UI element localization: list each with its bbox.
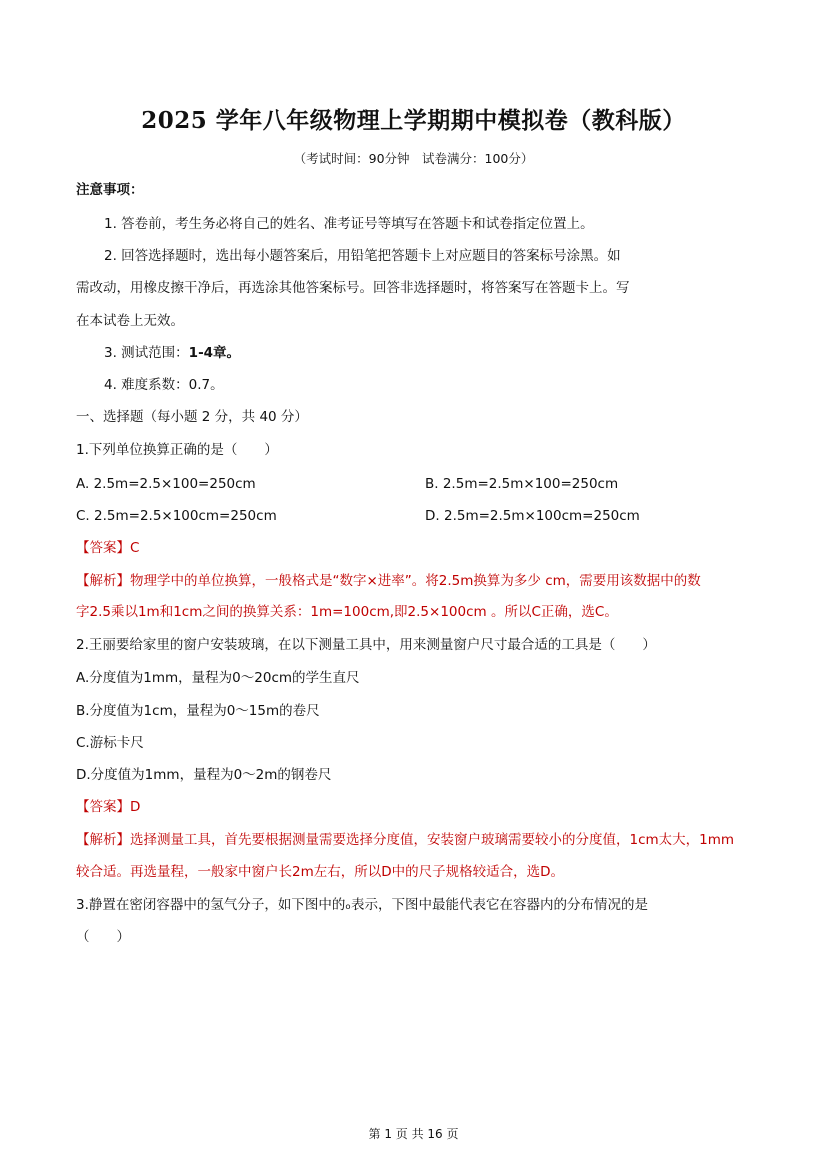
section-heading: 一、选择题（每小题 2 分，共 40 分） xyxy=(76,409,308,425)
question-2-stem: 2.王丽要给家里的窗户安装玻璃，在以下测量工具中，用来测量窗户尺寸最合适的工具是（ ） xyxy=(76,637,656,653)
question-2-option-b: B.分度值为1cm，量程为0～15m的卷尺 xyxy=(76,703,320,719)
question-2-analysis: 【解析】选择测量工具，首先要根据测量需要选择分度值，安装窗户玻璃需要较小的分度值，1cm太大，1mm xyxy=(76,832,735,848)
notice-item-3 xyxy=(104,343,240,363)
question-1-option-c: C. 2.5m=2.5×100cm=250cm xyxy=(76,508,277,524)
question-2-option-a: A.分度值为1mm，量程为0～20cm的学生直尺 xyxy=(76,670,360,686)
page-title: 2025 学年八年级物理上学期期中模拟卷（教科版） xyxy=(141,107,686,134)
question-1-option-d: D. 2.5m=2.5m×100cm=250cm xyxy=(425,508,640,524)
question-1-option-b: B. 2.5m=2.5m×100=250cm xyxy=(425,476,619,492)
notice-item-3-value: 1-4章。 xyxy=(188,345,241,361)
question-1-option-a: A. 2.5m=2.5×100=250cm xyxy=(76,476,256,492)
question-1-answer: 【答案】C xyxy=(76,540,140,556)
notice-item-1: 1. 答卷前，考生务必将自己的姓名、准考证号等填写在答题卡和试卷指定位置上。 xyxy=(104,216,594,232)
question-2-option-c: C.游标卡尺 xyxy=(76,735,144,751)
page-number: 第 1 页 共 16 页 xyxy=(368,1127,459,1141)
question-1-analysis: 【解析】物理学中的单位换算，一般格式是“数字×进率”。将2.5m换算为多少 cm，需要用该数据中的数 xyxy=(76,573,701,589)
question-2-option-d: D.分度值为1mm，量程为0～2m的钢卷尺 xyxy=(76,767,332,783)
notice-item-3-label: 3. 测试范围： xyxy=(104,345,189,361)
notice-heading: 注意事项： xyxy=(76,182,144,198)
question-1-analysis-cont: 字2.5乘以1m和1cm之间的换算关系：1m=100cm,即2.5×100cm 。所以C正确，选C。 xyxy=(76,604,618,620)
notice-item-2-cont: 需改动，用橡皮擦干净后，再选涂其他答案标号。回答非选择题时，将答案写在答题卡上。写 xyxy=(76,280,630,296)
notice-item-4: 4. 难度系数：0.7。 xyxy=(104,377,224,393)
exam-info: （考试时间：90分钟 试卷满分：100分） xyxy=(293,151,534,166)
question-3-stem-cont: （ ） xyxy=(76,929,130,945)
notice-item-2: 2. 回答选择题时，选出每小题答案后，用铅笔把答题卡上对应题目的答案标号涂黑。如 xyxy=(104,248,621,264)
notice-item-2-cont2: 在本试卷上无效。 xyxy=(76,313,184,329)
question-3-stem: 3.静置在密闭容器中的氢气分子，如下图中的ₒ表示，下图中最能代表它在容器内的分布情况的是 xyxy=(76,897,648,913)
question-2-analysis-cont: 较合适。再选量程，一般家中窗户长2m左右，所以D中的尺子规格较适合，选D。 xyxy=(76,864,565,880)
question-1-stem: 1.下列单位换算正确的是（ ） xyxy=(76,442,278,458)
question-2-answer: 【答案】D xyxy=(76,799,141,815)
